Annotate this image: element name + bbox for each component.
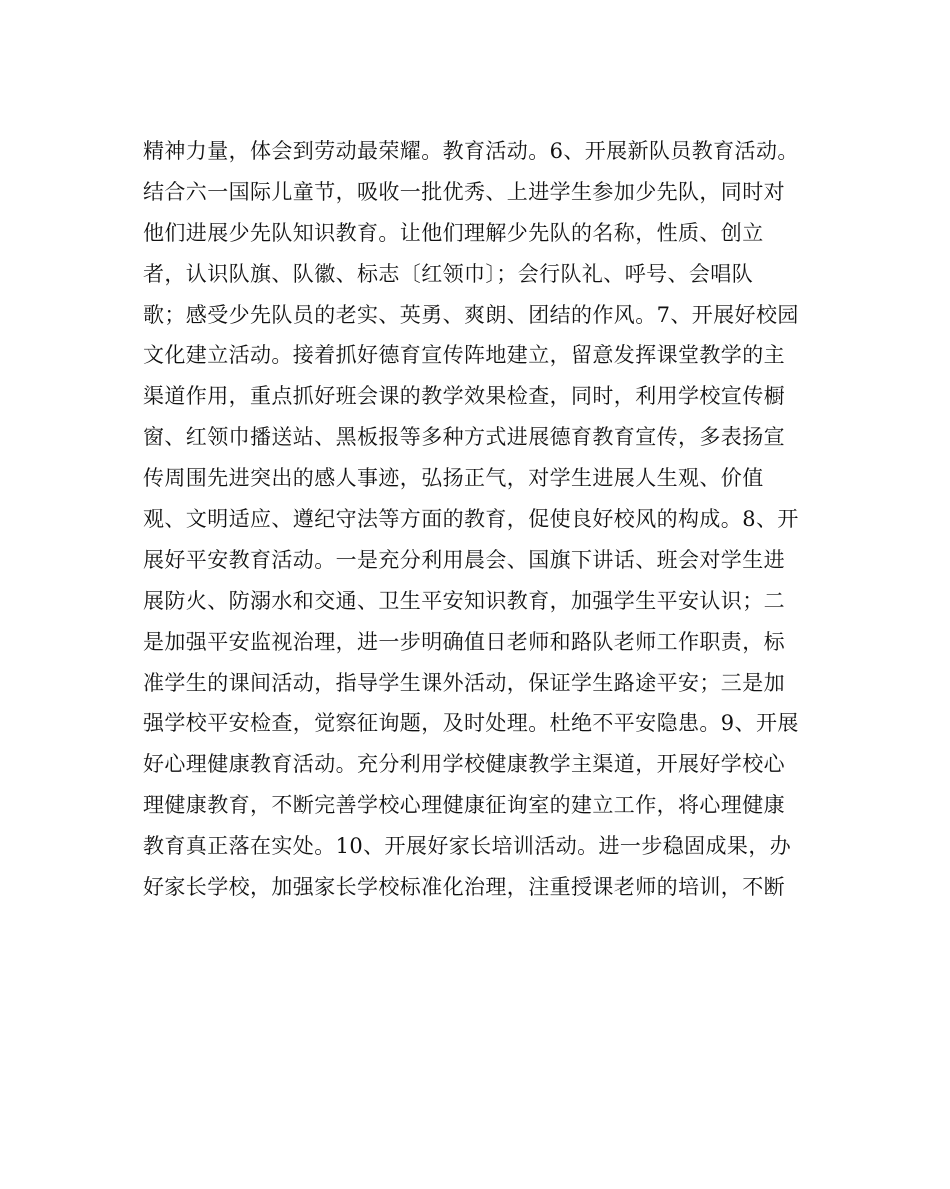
text-line: 他们进展少先队知识教育。让他们理解少先队的名称，性质、创立	[143, 220, 764, 245]
text-line: 传周围先进突出的感人事迹，弘扬正气，对学生进展人生观、价值	[143, 466, 764, 491]
text-line: 是加强平安监视治理，进一步明确值日老师和路队老师工作职责，标	[143, 629, 785, 654]
text-line: 理健康教育，不断完善学校心理健康征询室的建立工作，将心理健康	[143, 793, 785, 818]
text-line: 者，认识队旗、队徽、标志〔红领巾〕；会行队礼、呼号、会唱队	[143, 261, 754, 286]
text-line: 窗、红领巾播送站、黑板报等多种方式进展德育教育宣传，多表扬宣	[143, 425, 785, 450]
text-line: 强学校平安检查，觉察征询题，及时处理。杜绝不平安隐患。9、开展	[143, 711, 799, 736]
text-line: 好心理健康教育活动。充分利用学校健康教学主渠道，开展好学校心	[143, 752, 785, 777]
body-text	[143, 131, 823, 908]
text-line: 好家长学校，加强家长学校标准化治理，注重授课老师的培训，不断	[143, 875, 785, 900]
text-line: 渠道作用，重点抓好班会课的教学效果检查，同时，利用学校宣传橱	[143, 384, 785, 409]
text-line: 观、文明适应、遵纪守法等方面的教育，促使良好校风的构成。8、开	[143, 507, 799, 532]
text-line: 精神力量，体会到劳动最荣耀。教育活动。6、开展新队员教育活动。	[143, 139, 799, 163]
text-line: 歌；感受少先队员的老实、英勇、爽朗、团结的作风。7、开展好校园	[143, 302, 799, 327]
text-line: 文化建立活动。接着抓好德育宣传阵地建立，留意发挥课堂教学的主	[143, 343, 785, 368]
text-line: 展好平安教育活动。一是充分利用晨会、国旗下讲话、班会对学生进	[143, 547, 785, 572]
text-line: 教育真正落在实处。10、开展好家长培训活动。进一步稳固成果，办	[143, 834, 792, 859]
text-line: 展防火、防溺水和交通、卫生平安知识教育，加强学生平安认识；二	[143, 588, 785, 613]
text-line: 准学生的课间活动，指导学生课外活动，保证学生路途平安；三是加	[143, 670, 785, 695]
text-line: 结合六一国际儿童节，吸收一批优秀、上进学生参加少先队，同时对	[143, 179, 785, 204]
